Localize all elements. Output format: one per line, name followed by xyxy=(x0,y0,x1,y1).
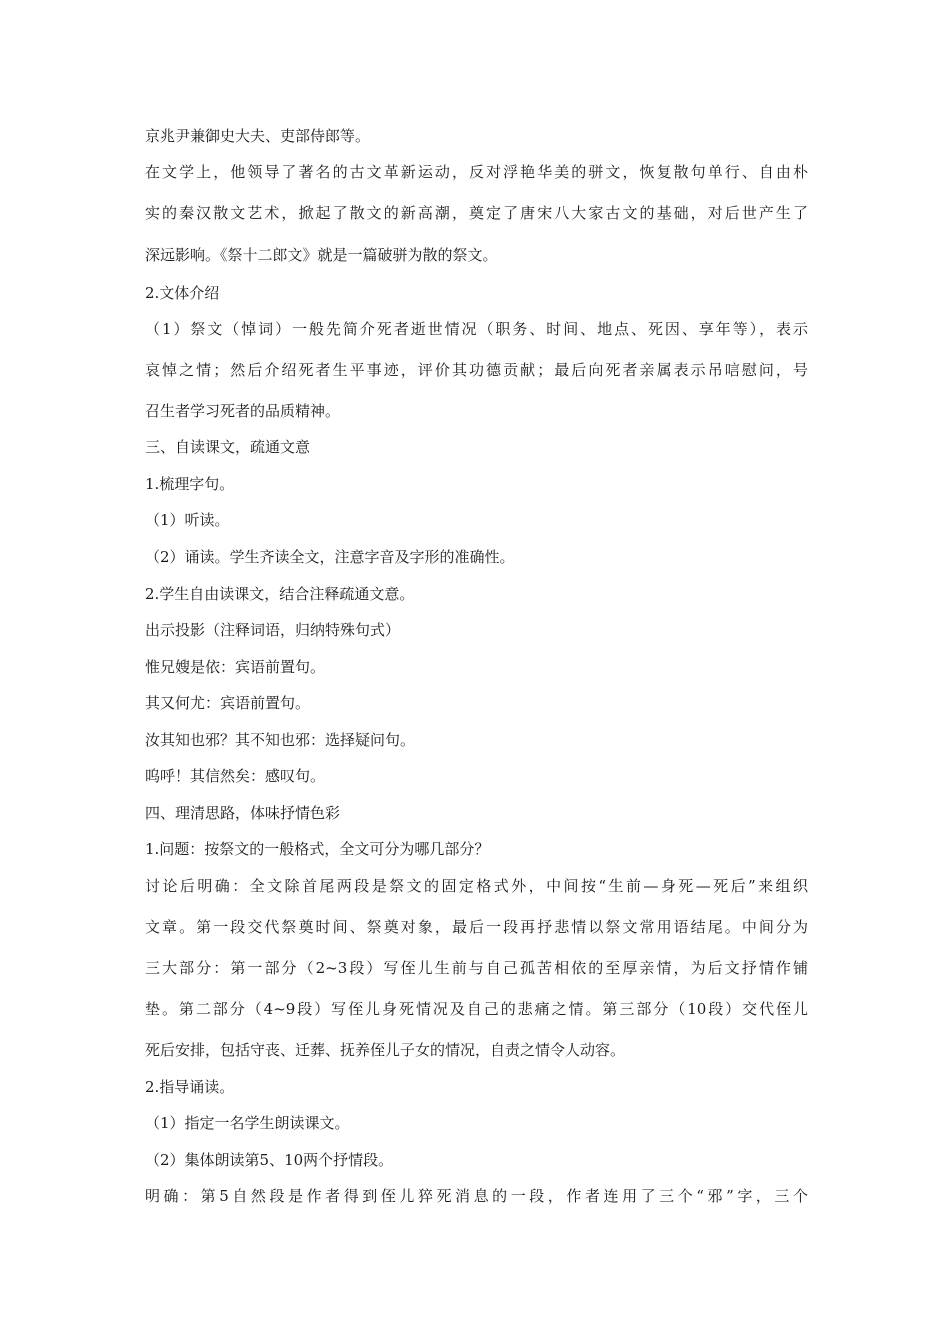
text-line: 呜呼！其信然矣：感叹句。 xyxy=(145,767,326,785)
text-line: 出示投影（注释词语，归纳特殊句式） xyxy=(145,621,401,639)
text-line: 1.问题：按祭文的一般格式，全文可分为哪几部分？ xyxy=(145,840,490,858)
text-line: （1）祭文（悼词）一般先简介死者逝世情况（职务、时间、地点、死因、享年等），表示 xyxy=(145,320,808,338)
section-heading: 2.文体介绍 xyxy=(145,284,220,302)
text-line: 文章。第一段交代祭奠时间、祭奠对象，最后一段再抒悲情以祭文常用语结尾。中间分为 xyxy=(145,918,808,936)
text-line: 其又何尤：宾语前置句。 xyxy=(145,694,311,712)
text-line: 2.指导诵读。 xyxy=(145,1078,235,1096)
text-line: 召生者学习死者的品质精神。 xyxy=(145,402,341,420)
text-line: 1.梳理字句。 xyxy=(145,475,235,493)
text-line: （1）指定一名学生朗读课文。 xyxy=(145,1114,350,1132)
text-line: 实的秦汉散文艺术，掀起了散文的新高潮，奠定了唐宋八大家古文的基础，对后世产生了 xyxy=(145,204,808,222)
text-line: 三大部分：第一部分（2~3段）写侄儿生前与自己孤苦相依的至厚亲情，为后文抒情作铺 xyxy=(145,959,808,977)
section-heading: 四、理清思路，体味抒情色彩 xyxy=(145,804,341,822)
text-line: （1）听读。 xyxy=(145,511,230,529)
text-line: 深远影响。《祭十二郎文》就是一篇破骈为散的祭文。 xyxy=(145,246,498,264)
text-line: 2.学生自由读课文，结合注释疏通文意。 xyxy=(145,585,415,603)
text-line: 垫。第二部分（4~9段）写侄儿身死情况及自己的悲痛之情。第三部分（10段）交代侄儿 xyxy=(145,1000,808,1018)
text-line: 汝其知也邪？其不知也邪：选择疑问句。 xyxy=(145,731,416,749)
text-line: 在文学上，他领导了著名的古文革新运动，反对浮艳华美的骈文，恢复散句单行、自由朴 xyxy=(145,163,808,181)
text-line: 明确：第5自然段是作者得到侄儿猝死消息的一段，作者连用了三个“邪”字，三个 xyxy=(145,1187,808,1205)
text-line: 惟兄嫂是依：宾语前置句。 xyxy=(145,658,326,676)
text-line: （2）集体朗读第5、10两个抒情段。 xyxy=(145,1151,394,1169)
text-line: 哀悼之情；然后介绍死者生平事迹，评价其功德贡献；最后向死者亲属表示吊唁慰问，号 xyxy=(145,361,808,379)
text-line: 死后安排，包括守丧、迁葬、抚养侄儿子女的情况，自责之情令人动容。 xyxy=(145,1041,626,1059)
text-line: （2）诵读。学生齐读全文，注意字音及字形的准确性。 xyxy=(145,548,515,566)
text-line: 讨论后明确：全文除首尾两段是祭文的固定格式外，中间按“生前—身死—死后”来组织 xyxy=(145,877,808,895)
text-line: 京兆尹兼御史大夫、吏部侍郎等。 xyxy=(145,127,371,145)
section-heading: 三、自读课文，疏通文意 xyxy=(145,438,311,456)
